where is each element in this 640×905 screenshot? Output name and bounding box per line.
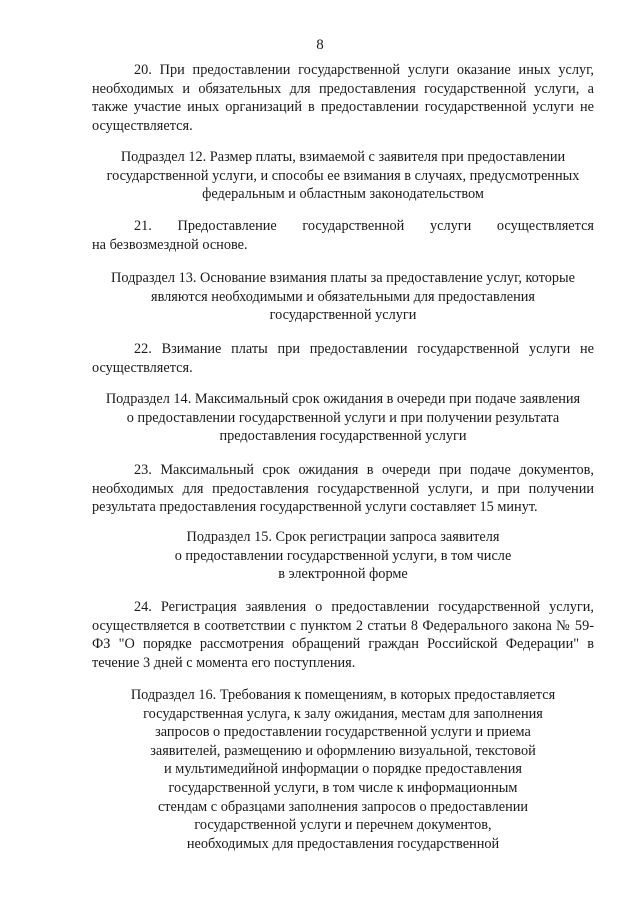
heading-line: стендам с образцами заполнения запросов о предоставлении (157, 798, 529, 815)
word: Предоставление (177, 218, 277, 234)
heading-line: государственная услуга, к залу ожидания, местам для заполнения (143, 705, 543, 722)
subsection-13-heading (92, 269, 594, 325)
paragraph-22: 22. Взимание платы при предоставлении государственной услуги не осуществляется. (92, 341, 594, 376)
heading-line: предоставления государственной услуги (219, 428, 467, 445)
subsection-12-heading (92, 148, 594, 204)
heading-line: государственной услуги, в том числе к информационным (168, 779, 518, 796)
heading-line: являются необходимыми и обязательными для предоставления (151, 288, 535, 305)
heading-line: Подраздел 14. Максимальный срок ожидания в очереди при подаче заявления (105, 391, 581, 407)
heading-line: Подраздел 12. Размер платы, взимаемой с заявителя при предоставлении (120, 149, 566, 165)
paragraph-20: 20. При предоставлении государственной услуги оказание иных услуг, необходимых и обязательных для предоставления государственной услуги, а также участие иных организаций в предоставлении государственной услуги не осуществляется. (92, 62, 594, 134)
subsection-15-heading (92, 528, 594, 584)
heading-line: государственной услуги и перечнем документов, (194, 817, 492, 834)
heading-line: федеральным и областным законодательством (202, 186, 484, 203)
heading-line: о предоставлении государственной услуги и при получении результата (126, 409, 560, 426)
heading-line: Подраздел 13. Основание взимания платы за предоставление услуг, которые (111, 270, 575, 286)
word: осуществляется (496, 218, 594, 234)
page-number: 8 (316, 37, 324, 53)
subsection-16-heading (92, 686, 594, 853)
word: 21. (134, 218, 152, 234)
heading-line: заявителей, размещению и оформлению визуальной, текстовой (150, 742, 536, 759)
subsection-14-heading (92, 390, 594, 446)
heading-line: необходимых для предоставления государственной (186, 835, 500, 852)
heading-line: о предоставлении государственной услуги, в том числе (174, 547, 512, 564)
paragraph-24: 24. Регистрация заявления о предоставлении государственной услуги, осуществляется в соответствии с пунктом 2 статьи 8 Федерального закона № 59-ФЗ "О порядке рассмотрения обращений граждан Российской Федерации" в течение 3 дней с момента его поступления. (92, 599, 594, 671)
heading-line: и мультимедийной информации о порядке предоставления (164, 761, 522, 778)
word: государственной (302, 218, 405, 234)
paragraph-21 (92, 217, 594, 254)
heading-line: Подраздел 15. Срок регистрации запроса заявителя (186, 529, 500, 545)
heading-line: государственной услуги, и способы ее взимания в случаях, предусмотренных (106, 167, 580, 184)
paragraph-23: 23. Максимальный срок ожидания в очереди при подаче документов, необходимых для предоставления государственной услуги, и при получении результата предоставления государственной услуги составляет 15 минут. (92, 462, 594, 516)
heading-line: Подраздел 16. Требования к помещениям, в которых предоставляется (130, 687, 556, 703)
paragraph-21-first-line (92, 217, 594, 236)
heading-line: в электронной форме (278, 566, 408, 583)
paragraph-21-rest: на безвозмездной основе. (92, 236, 248, 253)
heading-line: государственной услуги (269, 307, 417, 324)
word: услуги (429, 218, 472, 234)
heading-line: запросов о предоставлении государственной услуги и приема (155, 724, 531, 741)
